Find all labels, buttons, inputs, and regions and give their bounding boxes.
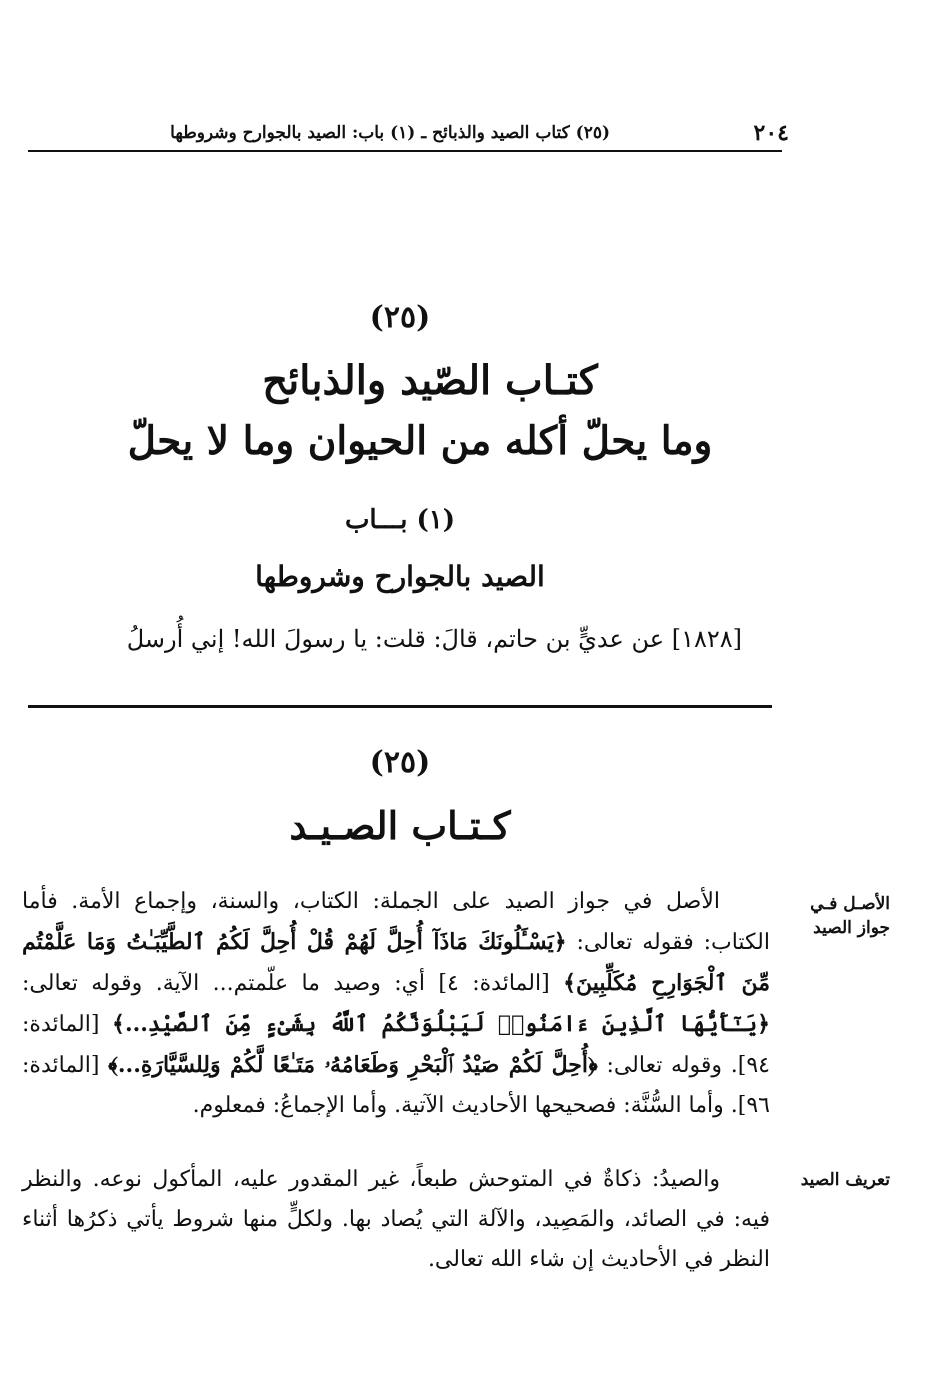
margin-note-basis-of-hunting: الأصـل فـي جواز الصيد	[810, 894, 890, 938]
bab-title: الصيد بالجوارح وشروطها	[255, 560, 545, 593]
commentary-paragraph-1	[22, 882, 770, 1126]
commentary-paragraph-2: والصيدُ: ذكاةٌ في المتوحش طبعاً، غير المقدور عليه، المأكول نوعه. والنظر فيه: في الصائد، والمَصِيد، والآلة التي يُصاد بها. ولكلٍّ منها شروط يأتي ذكرُها أثناء النظر في الأحاديث إن شاء الله تعالى.	[22, 1167, 770, 1272]
header-rule	[28, 150, 782, 152]
paragraph-text: [المائدة: ٩٤]. وقوله تعالى:	[22, 1012, 770, 1078]
bab-label: (١) بـــاب	[344, 505, 456, 535]
quran-verse: ﴿يَـٰٓأَيُّهَا ٱلَّذِينَ ءَامَنُوا۟ لَيَبْلُوَنَّكُمُ ٱللَّهُ بِشَىْءٍ مِّنَ ٱلصَّيْدِ...﴾	[112, 1011, 770, 1037]
paragraph-text: [المائدة: ٩٦]. وأما السُّنَّة: فصحيحها الأحاديث الآتية. وأما الإجماعُ: فمعلوم.	[22, 1053, 770, 1118]
paragraph-text: [المائدة: ٤] أي: وصيد ما علّمتم... الآية. وقوله تعالى:	[22, 971, 564, 996]
quran-verse: ﴿يَسْـَٔلُونَكَ مَاذَآ أُحِلَّ لَهُمْ قُلْ أُحِلَّ لَكُمُ ٱلطَّيِّبَـٰتُ وَمَا عَلَّمْتُم مِّنَ ٱلْجَوَارِحِ مُكَلِّبِينَ﴾	[22, 929, 770, 996]
running-header-title: (٢٥) كتاب الصيد والذبائح ـ (١) باب: الصيد بالجوارح وشروطها	[170, 123, 610, 143]
margin-note-definition-of-hunting: تعريف الصيد	[800, 1170, 890, 1190]
book-title: كتـاب الصّيد والذبائح	[262, 357, 598, 404]
page-number: ٢٠٤	[753, 120, 789, 146]
book-subtitle: وما يحلّ أكله من الحيوان وما لا يحلّ	[127, 418, 713, 464]
commentary-book-number: (٢٥)	[369, 745, 431, 780]
section-divider	[28, 705, 772, 708]
paragraph-text: الأصل في جواز الصيد على الجملة: الكتاب، والسنة، وإجماع الأمة. فأما الكتاب: فقوله تعالى:	[22, 889, 770, 955]
book-number: (٢٥)	[369, 300, 431, 335]
quran-verse: ﴿أُحِلَّ لَكُمْ صَيْدُ ٱلْبَحْرِ وَطَعَامُهُۥ مَتَـٰعًا لَّكُمْ وَلِلسَّيَّارَةِ...﴾	[108, 1052, 598, 1078]
commentary-book-title: كـتـاب الصـيـد	[289, 803, 511, 848]
hadith-text: [١٨٢٨] عن عديٍّ بن حاتم، قالَ: قلت: يا رسولَ الله! إني أُرسلُ	[126, 625, 742, 653]
